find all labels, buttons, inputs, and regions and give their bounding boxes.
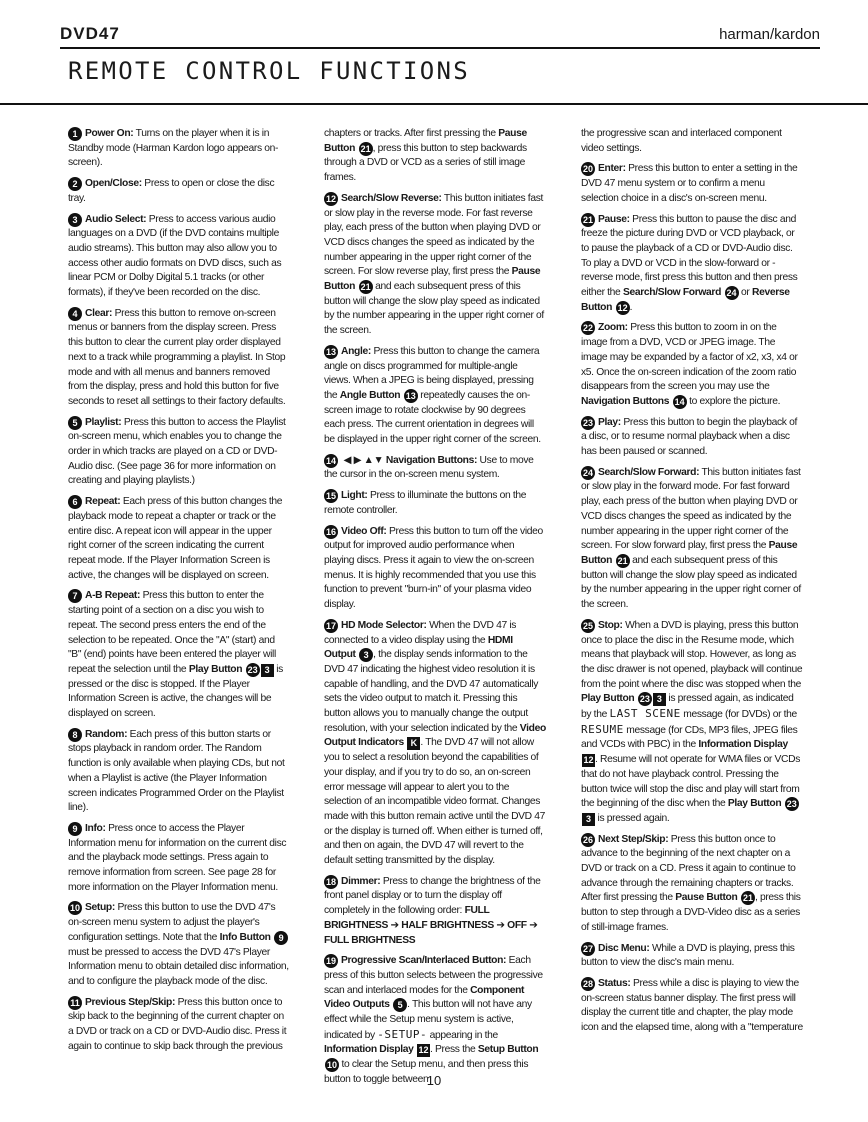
body-text: Press this button once to skip back to the beginning of the current chapter on a DVD or track on a CD or DVD-Audio disc. Press it again to continue to skip back through the previous: [68, 996, 287, 1052]
item-number-badge: 12: [325, 193, 336, 204]
reference-number-badge: 21: [360, 143, 371, 154]
body-text: repeatedly causes the on-screen image to rotate clockwise by 90 degrees each press. The current orientation in degrees will be displayed in the upper right corner of the screen.: [324, 389, 541, 446]
body-text: Each press of this button starts or stops playback in random order. The Random function is only available when playing CDs, but not when a Playlist is active (the Player Information screen indicates Programmed Order on the Playlist line).: [68, 728, 285, 814]
item-number-badge: 14: [325, 455, 336, 466]
body-text: and each subsequent press of this button will change the slow play speed as indicated by the number appearing in the upper right corner of the screen.: [581, 554, 801, 611]
panel-reference-badge: 12: [583, 755, 594, 766]
body-text: and each subsequent press of this button will change the slow play speed as indicated by the number appearing in the upper right corner of the screen.: [324, 281, 544, 337]
reference-number-badge: 24: [726, 288, 737, 299]
body-text: Press to change the brightness of the front panel display or to turn the display off completely in the following order:: [324, 875, 541, 917]
panel-reference-badge: 3: [582, 813, 595, 826]
bold-text: Play Button: [727, 798, 784, 810]
item-number-badge: 21: [582, 214, 593, 225]
body-text: When a DVD is playing, press this button once to place the disc in the Resume mode, which means that playback will stop. However, as long as the disc drawer is not opened, playback will continue from the point where the disc was stopped when the: [581, 619, 803, 690]
body-text: Press this button to change the camera angle on discs programmed for multiple-angle views. When a JPEG is being displayed, pressing the: [324, 345, 540, 401]
body-text: Turns on the player when it is in Standby mode (Harman Kardon logo appears on-screen).: [68, 128, 279, 169]
display-message: LAST SCENE: [609, 707, 681, 721]
bold-text: Power On:: [85, 128, 134, 139]
body-text: or: [738, 287, 753, 299]
bold-text: Navigation Buttons: [581, 395, 672, 407]
paragraph: [324, 345, 546, 448]
paragraph: [68, 822, 290, 896]
bold-text: Enter:: [598, 163, 626, 175]
paragraph: [324, 489, 546, 518]
body-text: chapters or tracks. After first pressing the: [324, 128, 499, 139]
bold-text: Setup Button: [477, 1044, 539, 1056]
bold-text: Progressive Scan/Interlaced Button:: [341, 955, 507, 967]
bold-text: HDMI Output: [324, 634, 513, 661]
bold-text: Search/Slow Forward: [622, 287, 724, 299]
body-text: Press this button to turn off the video output for improved audio performance when playing discs. Press it again to view the on-screen menus. It is highly recommended that you use this function to prevent "burn-in" of your plasma video display.: [324, 525, 543, 611]
body-text: Press this button to enter the starting point of a section on a disc you wish to repeat. The second press enters the end of the selection to be repeated. Once the "A" (start) and "B" (end) points have been entered the player will repeat the selection until the: [68, 590, 276, 675]
bold-text: Angle Button: [339, 389, 403, 401]
item-number-badge: 28: [582, 978, 593, 989]
paragraph: [68, 213, 290, 301]
display-message: -SETUP-: [377, 1027, 428, 1041]
paragraph: [324, 619, 546, 869]
paragraph: [324, 127, 546, 186]
reference-number-badge: 23: [786, 799, 797, 810]
bold-text: Pause:: [598, 213, 630, 225]
body-text: Press this button once to advance to the beginning of the next chapter on a DVD or track on a CD. Press it again to continue to advance through the remaining chapters or tracks. After first pressing the: [581, 833, 796, 904]
item-number-badge: 3: [68, 213, 82, 227]
body-text: Press to open or close the disc tray.: [68, 178, 275, 204]
bold-text: Navigation Buttons:: [385, 454, 478, 466]
bold-text: Previous Step/Skip:: [85, 996, 176, 1008]
paragraph: [581, 162, 803, 206]
reference-number-badge: 13: [405, 390, 416, 401]
bold-text: Light:: [341, 490, 368, 502]
brand-logo: harman/kardon: [719, 26, 820, 43]
bold-text: Playlist:: [85, 416, 122, 428]
item-number-badge: 22: [582, 323, 593, 334]
body-text: .: [629, 301, 633, 313]
paragraph: [581, 213, 803, 316]
reference-number-badge: 5: [393, 998, 407, 1012]
model-name: DVD47: [60, 24, 120, 43]
body-text: message (for DVDs) or the: [680, 709, 797, 721]
body-text: Each press of this button selects between the progressive scan and interlaced modes for the: [324, 955, 543, 996]
body-text: Press to illuminate the buttons on the remote controller.: [324, 490, 527, 516]
item-number-badge: 20: [582, 164, 593, 175]
bold-text: Play Button: [581, 693, 637, 705]
item-number-badge: 6: [68, 495, 82, 509]
bold-text: Information Display: [324, 1044, 416, 1056]
body-text: to explore the picture.: [686, 395, 781, 407]
body-text: Press this button to pause the disc and freeze the picture during DVD or VCD playback, or to pause the playback of a CD or DVD-Audio disc. To play a DVD or VCD in the slow-forward or -reverse mode, first press this button and then press either the: [581, 213, 798, 299]
item-number-badge: 19: [325, 956, 336, 967]
body-text: is pressed or the disc is stopped. If the Player Information Screen is active, the changes will be displayed on screen.: [68, 663, 283, 720]
bold-text: A-B Repeat:: [85, 590, 141, 602]
paragraph: [581, 619, 803, 827]
paragraph: [324, 454, 546, 483]
body-text: Press this button to remove on-screen menus or banners from the display screen. Press this button to clear the current play order displayed next to a track while programming a playlist. In Stop mode and with all menus and banners removed from the display, press and hold this button for five seconds to reset all settings to their factory defaults.: [68, 307, 286, 407]
panel-reference-badge: 12: [418, 1045, 429, 1056]
bold-text: Search/Slow Forward:: [598, 466, 700, 478]
body-text: Press this button to use the DVD 47's on-screen menu system to adjust the player's configuration settings. Note that the: [68, 902, 276, 943]
bold-text: Pause Button: [324, 266, 541, 293]
item-number-badge: 7: [68, 589, 82, 603]
body-text: This button initiates fast or slow play in the reverse mode. For fast reverse play, each press of the button when playing DVD or VCD discs changes the speed as indicated by the number appearing in the upper right corner of the screen. For slow reverse play, first press the: [324, 192, 544, 278]
paragraph: [324, 192, 546, 339]
paragraph: [581, 977, 803, 1036]
item-number-badge: 18: [325, 876, 336, 887]
bold-text: FULL BRIGHTNESS ➔ HALF BRIGHTNESS ➔ OFF ➔ FULL BRIGHTNESS: [324, 905, 538, 946]
item-number-badge: 2: [68, 177, 82, 191]
reference-number-badge: 21: [617, 555, 628, 566]
paragraph: [68, 416, 290, 490]
reference-number-badge: 3: [359, 648, 373, 662]
bold-text: Information Display: [698, 739, 788, 751]
body-text: . Resume will not operate for WMA files or VCDs that do not have playback control. Pressing the button twice will stop the disc and play will start from the beginning of the disc when the: [581, 754, 801, 810]
paragraph: [581, 942, 803, 971]
bold-text: Random:: [85, 728, 128, 740]
reference-number-badge: 21: [742, 893, 753, 904]
header-divider: [60, 47, 820, 49]
bold-text: Pause Button: [324, 128, 527, 154]
bold-text: HD Mode Selector:: [341, 619, 427, 631]
section-title: REMOTE CONTROL FUNCTIONS: [68, 57, 470, 85]
body-text: Press once to access the Player Information menu for information on the current disc and the playback mode settings. Press again to remove information from screen. See page 28 for more information on the Player Information menu.: [68, 822, 287, 893]
body-text: Press this button to begin the playback of a disc, or to resume normal playback when a disc has been paused or scanned.: [581, 416, 798, 458]
body-text: Press to access various audio languages on a DVD (if the DVD contains multiple audio streams). This button may also allow you to access other audio formats on DVD discs, such as linear PCM or Dolby Digital 5.1 tracks (or other formats), if they've been recorded on the disc.: [68, 213, 282, 299]
reference-number-badge: 23: [247, 664, 258, 675]
text-column-1: [68, 127, 290, 1060]
item-number-badge: 27: [582, 943, 593, 954]
bold-text: Stop:: [598, 619, 623, 631]
bold-text: Component Video Outputs: [324, 984, 525, 1011]
paragraph: [324, 875, 546, 949]
body-text: Press this button to enter a setting in the DVD 47 menu system or to confirm a menu selection choice in a disc's on-screen menu.: [581, 163, 798, 204]
bold-text: Zoom:: [598, 322, 628, 334]
bold-text: Next Step/Skip:: [598, 833, 669, 845]
reference-number-badge: 23: [639, 694, 650, 705]
item-number-badge: 8: [68, 728, 82, 742]
body-text: This button initiates fast or slow play in the forward mode. For fast forward play, each press of the button when playing DVD or VCD discs changes the speed as indicated by the number appearing in the upper right corner of the screen. For slow forward play, first press the: [581, 466, 801, 552]
body-text: , press this button to step through a DVD-Video disc as a series of still-image frames.: [581, 892, 801, 933]
body-text: must be pressed to access the DVD 47's Player Information menu to obtain detailed disc information, and to configure the playback mode of the disc.: [68, 946, 289, 987]
item-number-badge: 23: [582, 417, 593, 428]
body-text: When the DVD 47 is connected to a video display using the: [324, 619, 517, 646]
body-text: appearing in the: [427, 1029, 498, 1041]
reference-number-badge: 10: [326, 1060, 337, 1071]
body-text: the progressive scan and interlaced component video settings.: [581, 128, 782, 154]
item-number-badge: 25: [582, 620, 593, 631]
page-number: 10: [426, 1073, 442, 1088]
bold-text: Play Button: [188, 663, 245, 675]
bold-text: Setup:: [85, 902, 115, 914]
body-text: Press while a disc is playing to view the on-screen status banner display. The first press will display the current title and chapter, the play mode icon and the elapsed time, along with a "temperature: [581, 977, 803, 1034]
paragraph: [581, 127, 803, 156]
bold-text: Angle:: [341, 345, 371, 357]
body-text: While a DVD is playing, press this button to view the disc's main menu.: [581, 942, 795, 969]
body-text: Press this button to zoom in on the image from a DVD, VCD or JPEG image. The image may be expanded by a factor of x2, x3, x4 or x5. Once the on-screen indication of the zoom ratio disappears from the screen you may use the: [581, 322, 798, 393]
paragraph: [68, 127, 290, 171]
item-number-badge: 11: [68, 996, 82, 1010]
paragraph: [68, 901, 290, 989]
paragraph: [324, 525, 546, 613]
item-number-badge: 26: [582, 834, 593, 845]
bold-text: Info:: [85, 822, 106, 834]
bold-text: Disc Menu:: [598, 942, 650, 954]
paragraph: [68, 589, 290, 721]
item-number-badge: 16: [325, 526, 336, 537]
paragraph: [581, 416, 803, 460]
item-number-badge: 1: [68, 127, 82, 141]
text-column-2: [324, 127, 546, 1094]
bold-text: Status:: [598, 977, 631, 989]
title-divider: [0, 103, 868, 105]
bold-text: Clear:: [85, 307, 113, 319]
paragraph: [68, 307, 290, 410]
body-text: , the display sends information to the DVD 47 indicating the highest video resolution it is capable of handling, and the DVD 47 automatically sets the video output to match it. Pressing this button allows you to manually change the output resolution, with your selection indicated by the: [324, 649, 539, 734]
body-text: ◀ ▶ ▲▼: [341, 454, 386, 466]
panel-reference-badge: 3: [653, 693, 666, 706]
body-text: message (for CDs, MP3 files, JPEG files and VCDs with PBC) in the: [581, 724, 798, 751]
bold-text: Repeat:: [85, 496, 121, 508]
paragraph: [581, 466, 803, 613]
bold-text: Play:: [598, 416, 621, 428]
item-number-badge: 4: [68, 307, 82, 321]
reference-number-badge: 12: [617, 302, 628, 313]
body-text: . The DVD 47 will not allow you to select a resolution beyond the capabilities of your display, and if you try to do so, an on-screen error message will appear to alert you to the selection of an incompatible video format. Changes made with this button remain active until the DVD 47 or the display is turned off. When either is turned off, and then on again, the DVD 47 will revert to the default setting transmitted by the display.: [324, 737, 546, 867]
bold-text: Pause Button: [581, 540, 798, 566]
paragraph: [68, 996, 290, 1055]
bold-text: Audio Select:: [85, 213, 147, 225]
body-text: Each press of this button changes the playback mode to repeat a chapter or track or the entire disc. A repeat icon will appear in the upper right corner of the screen indicating the current repeat mode. If the Player Information Screen is active, the changes will be displayed on screen.: [68, 496, 283, 581]
body-text: , press this button to step backwards through a DVD or VCD as a series of still image frames.: [324, 142, 527, 184]
item-number-badge: 15: [325, 491, 336, 502]
bold-text: Reverse Button: [581, 287, 790, 313]
bold-text: Open/Close:: [85, 178, 142, 190]
paragraph: [68, 177, 290, 206]
item-number-badge: 5: [68, 416, 82, 430]
bold-text: Dimmer:: [341, 875, 381, 887]
body-text: Press this button to access the Playlist on-screen menu, which enables you to change the order in which tracks are played on a CD or DVD-Audio disc. (See page 36 for more information on creating and playing playlists.): [68, 416, 286, 487]
body-text: Use to move the cursor in the on-screen menu system.: [324, 454, 534, 481]
paragraph: [68, 728, 290, 816]
bold-text: Pause Button: [675, 892, 740, 904]
item-number-badge: 13: [325, 346, 336, 357]
body-text: is pressed again, as indicated by the: [581, 693, 794, 721]
body-text: . This button will not have any effect while the Setup menu system is active, indicated by: [324, 999, 532, 1041]
bold-text: Search/Slow Reverse:: [341, 192, 442, 204]
bold-text: Info Button: [219, 931, 274, 943]
item-number-badge: 24: [582, 467, 593, 478]
bold-text: Video Output Indicators: [324, 722, 546, 749]
panel-reference-badge: K: [407, 737, 420, 750]
item-number-badge: 10: [69, 903, 80, 914]
body-text: . Press the: [429, 1044, 478, 1056]
reference-number-badge: 21: [360, 282, 371, 293]
paragraph: [324, 954, 546, 1087]
text-column-3: [581, 127, 803, 1042]
body-text: to clear the Setup menu, and then press this button to toggle between: [324, 1059, 529, 1085]
display-message: RESUME: [581, 722, 624, 736]
panel-reference-badge: 3: [261, 664, 274, 677]
item-number-badge: 17: [325, 620, 336, 631]
body-text: is pressed again.: [595, 812, 670, 824]
item-number-badge: 9: [68, 822, 82, 836]
bold-text: Video Off:: [341, 525, 387, 537]
paragraph: [68, 495, 290, 583]
reference-number-badge: 14: [674, 396, 685, 407]
reference-number-badge: 9: [274, 931, 288, 945]
paragraph: [581, 321, 803, 409]
paragraph: [581, 833, 803, 936]
